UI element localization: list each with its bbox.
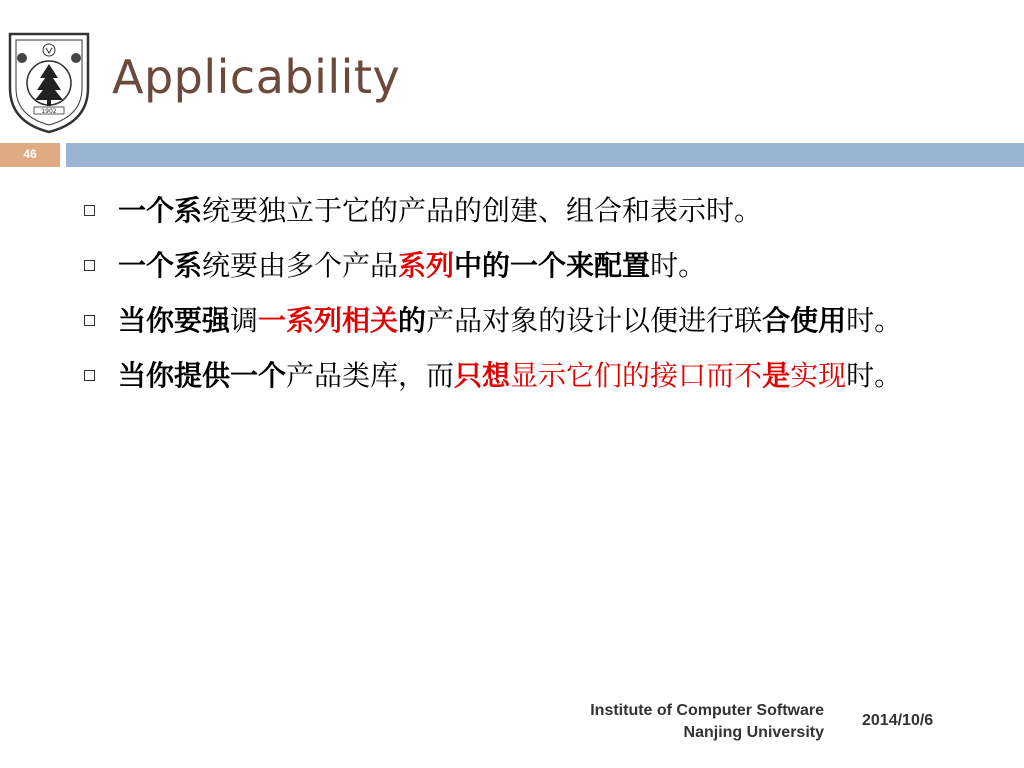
square-bullet-icon <box>84 205 95 216</box>
bullet-text-run: 时。 <box>846 359 903 392</box>
bullet-text-run: 合使用 <box>762 304 847 337</box>
square-bullet-icon <box>84 260 95 271</box>
bullet-item <box>80 353 980 398</box>
bullet-text-run: 当你提供一个 <box>118 359 287 392</box>
bullet-item <box>80 243 980 288</box>
title-bar <box>66 143 1024 167</box>
footer-institute-line2: Nanjing University <box>683 724 824 741</box>
university-logo <box>4 28 94 136</box>
bullet-text-run: 统要独立于它的产品的创建、组合和表示时。 <box>202 194 763 227</box>
bullet-text-run: 时。 <box>650 249 707 282</box>
bullet-text-run: 一系列相关 <box>258 304 399 337</box>
bullet-text-run: 中的一个来配置 <box>454 249 651 282</box>
bullet-text-run: 一个系 <box>118 194 203 227</box>
bullet-text-run: 显示它们的接口而不 <box>510 359 763 392</box>
footer-institute-line1: Institute of Computer Software <box>590 702 824 719</box>
bullet-text-run: 一个系 <box>118 249 203 282</box>
bullet-text-run: 当你要强 <box>118 304 231 337</box>
bullet-text-run: 产品类库，而 <box>286 359 455 392</box>
square-bullet-icon <box>84 370 95 381</box>
bullet-text-run: 调 <box>230 304 259 337</box>
slide-number: 46 <box>23 147 37 161</box>
footer-institute <box>590 700 824 744</box>
bullet-item <box>80 188 980 233</box>
bullet-text-run: 的 <box>398 304 427 337</box>
bullet-text-run: 系列 <box>398 249 455 282</box>
footer-date: 2014/10/6 <box>862 712 934 729</box>
bullet-text-run: 是 <box>762 359 791 392</box>
logo-year: 1902 <box>41 108 57 115</box>
bullet-text-run: 统要由多个产品 <box>202 249 399 282</box>
bullet-text-run: 时。 <box>846 304 903 337</box>
bullet-text-run: 实现 <box>790 359 847 392</box>
bullet-text-run: 产品对象的设计以便进行联 <box>426 304 763 337</box>
slide-title: Applicability <box>112 50 401 104</box>
square-bullet-icon <box>84 315 95 326</box>
bullet-item <box>80 298 980 343</box>
bullet-text-run: 只想 <box>454 359 511 392</box>
bullet-list <box>80 188 980 408</box>
